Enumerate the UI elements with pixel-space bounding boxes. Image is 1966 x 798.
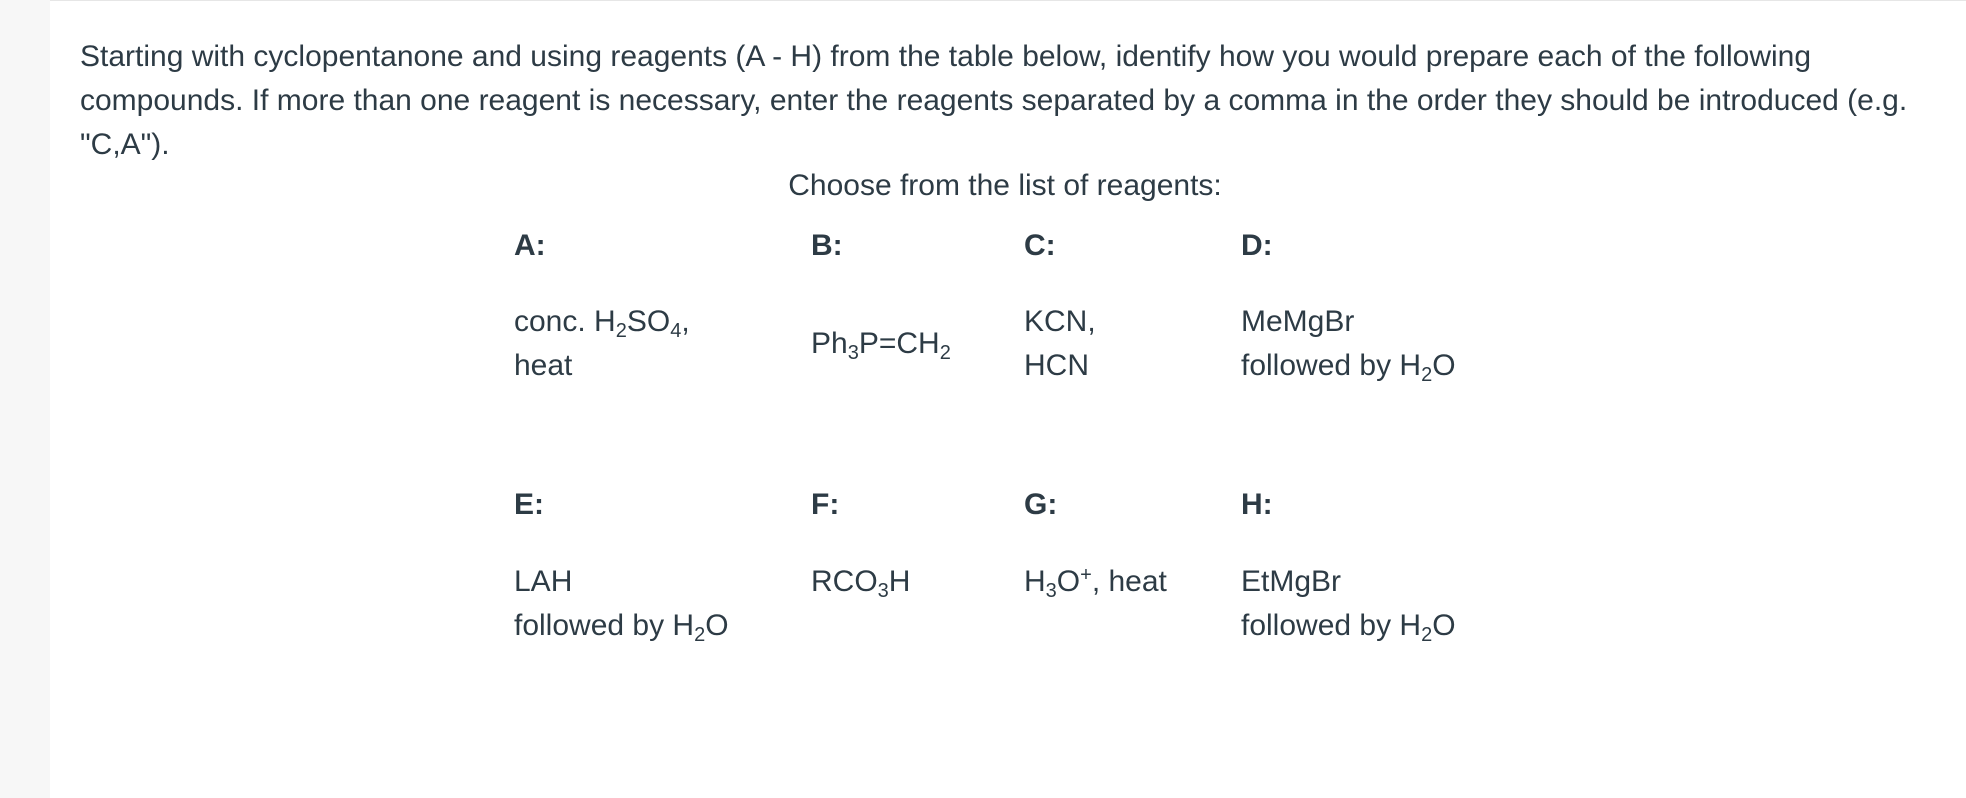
reagent-a-value xyxy=(514,300,690,388)
question-page xyxy=(50,0,1966,798)
reagent-c-value xyxy=(1024,300,1096,388)
reagent-b-letter: B: xyxy=(811,229,843,262)
reagent-a-line2: heat xyxy=(514,349,573,382)
reagent-d-letter: D: xyxy=(1241,229,1273,262)
reagent-e-line1: LAH xyxy=(514,565,573,598)
reagent-f-value xyxy=(811,560,910,604)
reagent-d-line1: MeMgBr xyxy=(1241,305,1355,338)
reagent-table-caption: Choose from the list of reagents: xyxy=(788,169,1222,202)
reagent-b-line1: $Ph_3P=CH_2$ xyxy=(811,327,951,364)
question-prompt: Starting with cyclopentanone and using reagents (A - H) from the table below, identify how you would prepare each of the following compounds. If more than one reagent is necessary, enter the reagents separated by a comma in the order they should be introduced (e.g. "C,A"). xyxy=(80,40,1908,161)
reagent-d-value xyxy=(1241,300,1456,388)
reagent-a-letter: A: xyxy=(514,229,546,262)
reagent-a-line1: conc. $H_2SO_4$, xyxy=(514,305,690,342)
reagent-e-letter: E: xyxy=(514,488,544,521)
reagent-b-value xyxy=(811,322,951,366)
reagent-e-value xyxy=(514,560,729,648)
reagent-c-letter: C: xyxy=(1024,229,1056,262)
reagent-c-line2: HCN xyxy=(1024,349,1089,382)
reagent-g-value xyxy=(1024,560,1167,604)
reagent-g-letter: G: xyxy=(1024,488,1058,521)
reagent-f-letter: F: xyxy=(811,488,840,521)
reagent-f-line1: $RCO_3H$ xyxy=(811,565,911,602)
reagent-h-value xyxy=(1241,560,1456,648)
reagent-h-line2: followed by $H_2O$ xyxy=(1241,609,1456,646)
reagent-e-line2: followed by $H_2O$ xyxy=(514,609,729,646)
reagent-h-line1: EtMgBr xyxy=(1241,565,1342,598)
reagent-h-letter: H: xyxy=(1241,488,1273,521)
reagent-g-line1: $H_3O^+$, heat xyxy=(1024,564,1167,602)
reagent-c-line1: KCN, xyxy=(1024,305,1096,338)
reagent-d-line2: followed by $H_2O$ xyxy=(1241,349,1456,386)
